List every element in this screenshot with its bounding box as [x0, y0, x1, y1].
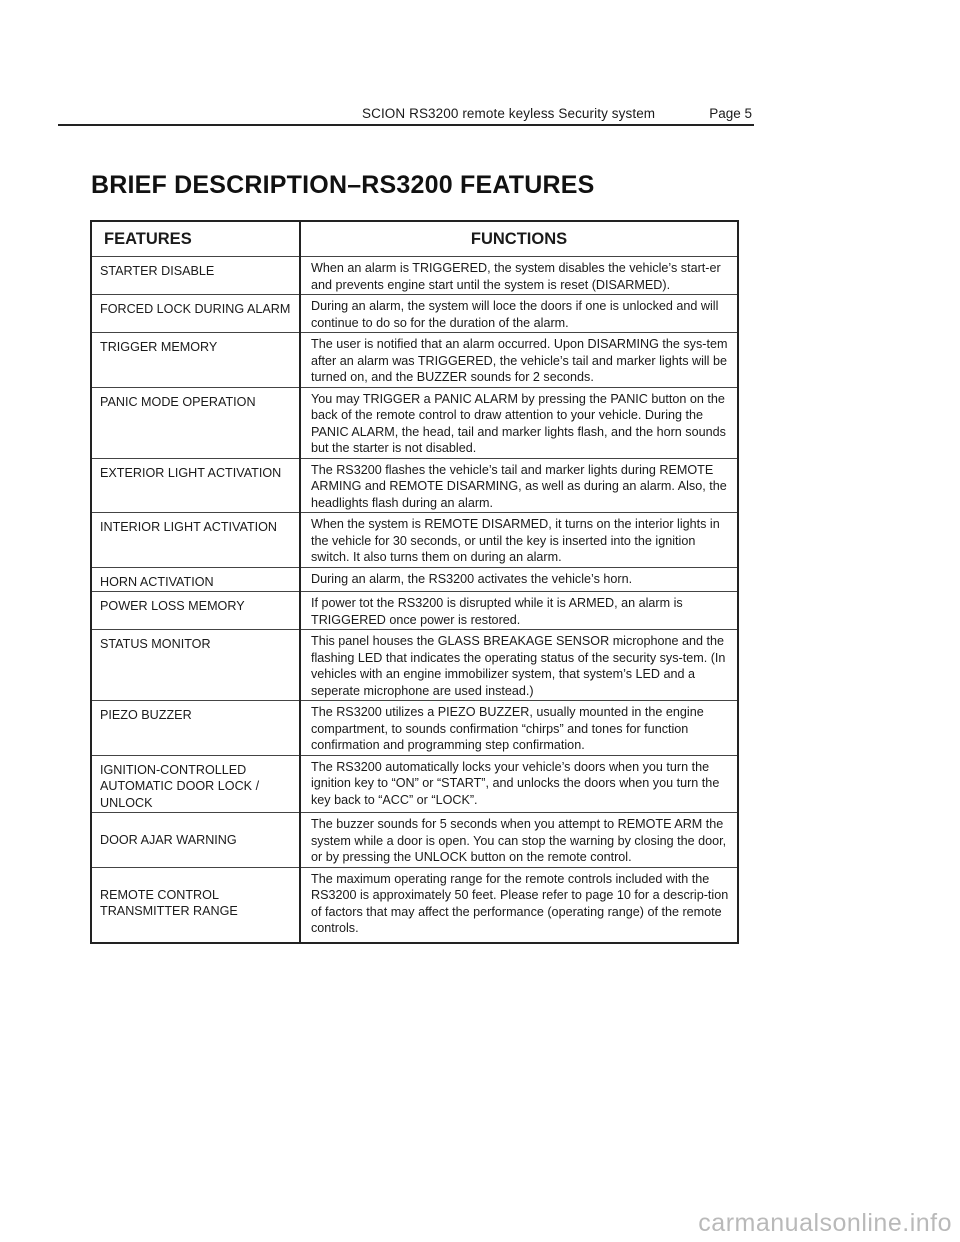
- column-header-functions: FUNCTIONS: [300, 221, 738, 257]
- feature-cell: PIEZO BUZZER: [91, 701, 300, 756]
- table-row: [91, 257, 738, 295]
- function-cell: When an alarm is TRIGGERED, the system disables the vehicle’s start-er and prevents engine start until the system is reset (DISARMED).: [300, 257, 738, 295]
- function-cell: The buzzer sounds for 5 seconds when you attempt to REMOTE ARM the system while a door is open. You can stop the warning by closing the door, or by pressing the UNLOCK button on the remote control.: [300, 813, 738, 868]
- table-row: [91, 630, 738, 701]
- function-cell: You may TRIGGER a PANIC ALARM by pressing the PANIC button on the back of the remote control to draw attention to your vehicle. During the PANIC ALARM, the head, tail and marker lights flash, and the horn sounds but the starter is not disabled.: [300, 387, 738, 458]
- feature-cell: INTERIOR LIGHT ACTIVATION: [91, 513, 300, 568]
- function-cell: The RS3200 flashes the vehicle’s tail and marker lights during REMOTE ARMING and REMOTE DISARMING, as well as during an alarm. Also, the headlights flash during an alarm.: [300, 458, 738, 513]
- table-row: [91, 567, 738, 592]
- feature-cell: STARTER DISABLE: [91, 257, 300, 295]
- table-header-row: [91, 221, 738, 257]
- feature-cell: HORN ACTIVATION: [91, 567, 300, 592]
- function-cell: The user is notified that an alarm occurred. Upon DISARMING the sys-tem after an alarm was TRIGGERED, the vehicle’s tail and marker lights will be turned on, and the BUZZER sounds for 2 seconds.: [300, 333, 738, 388]
- table-row: [91, 867, 738, 943]
- function-cell: The RS3200 automatically locks your vehicle’s doors when you turn the ignition key to “ON” or “START”, and unlocks the doors when you turn the key back to “ACC” or “LOCK”.: [300, 755, 738, 813]
- feature-cell: DOOR AJAR WARNING: [91, 813, 300, 868]
- function-cell: During an alarm, the RS3200 activates the vehicle’s horn.: [300, 567, 738, 592]
- function-cell: When the system is REMOTE DISARMED, it turns on the interior lights in the vehicle for 30 seconds, or until the key is inserted into the ignition switch. It also turns them on during an alarm.: [300, 513, 738, 568]
- function-cell: This panel houses the GLASS BREAKAGE SENSOR microphone and the flashing LED that indicates the operating status of the security sys-tem. (In vehicles with an engine immobilizer system, that system’s LED and a seperate microphone are used instead.): [300, 630, 738, 701]
- feature-cell: PANIC MODE OPERATION: [91, 387, 300, 458]
- table-row: [91, 458, 738, 513]
- function-cell: The RS3200 utilizes a PIEZO BUZZER, usually mounted in the engine compartment, to sounds confirmation “chirps” and tones for function confirmation and programming step confirmation.: [300, 701, 738, 756]
- feature-cell: STATUS MONITOR: [91, 630, 300, 701]
- function-cell: If power tot the RS3200 is disrupted while it is ARMED, an alarm is TRIGGERED once power is restored.: [300, 592, 738, 630]
- table-row: [91, 701, 738, 756]
- feature-cell: FORCED LOCK DURING ALARM: [91, 295, 300, 333]
- feature-cell: IGNITION-CONTROLLED AUTOMATIC DOOR LOCK / UNLOCK: [91, 755, 300, 813]
- table-row: [91, 813, 738, 868]
- feature-cell: TRIGGER MEMORY: [91, 333, 300, 388]
- watermark: carmanualsonline.info: [698, 1209, 952, 1237]
- table-row: [91, 387, 738, 458]
- function-cell: During an alarm, the system will loce the doors if one is unlocked and will continue to do so for the duration of the alarm.: [300, 295, 738, 333]
- page-title: BRIEF DESCRIPTION–RS3200 FEATURES: [91, 171, 595, 199]
- feature-cell: POWER LOSS MEMORY: [91, 592, 300, 630]
- page-number: Page 5: [709, 106, 752, 121]
- table-row: [91, 333, 738, 388]
- table-row: [91, 755, 738, 813]
- table-row: [91, 513, 738, 568]
- feature-cell: EXTERIOR LIGHT ACTIVATION: [91, 458, 300, 513]
- running-header: [58, 106, 754, 126]
- column-header-features: FEATURES: [91, 221, 300, 257]
- function-cell: The maximum operating range for the remote controls included with the RS3200 is approximately 50 feet. Please refer to page 10 for a descrip-tion of factors that may affect the performance (operating range) of the remote controls.: [311, 871, 729, 935]
- table-row: [91, 295, 738, 333]
- features-table: [90, 220, 739, 944]
- feature-cell: REMOTE CONTROL TRANSMITTER RANGE: [91, 867, 300, 943]
- running-title: SCION RS3200 remote keyless Security system: [362, 106, 656, 121]
- table-row: [91, 592, 738, 630]
